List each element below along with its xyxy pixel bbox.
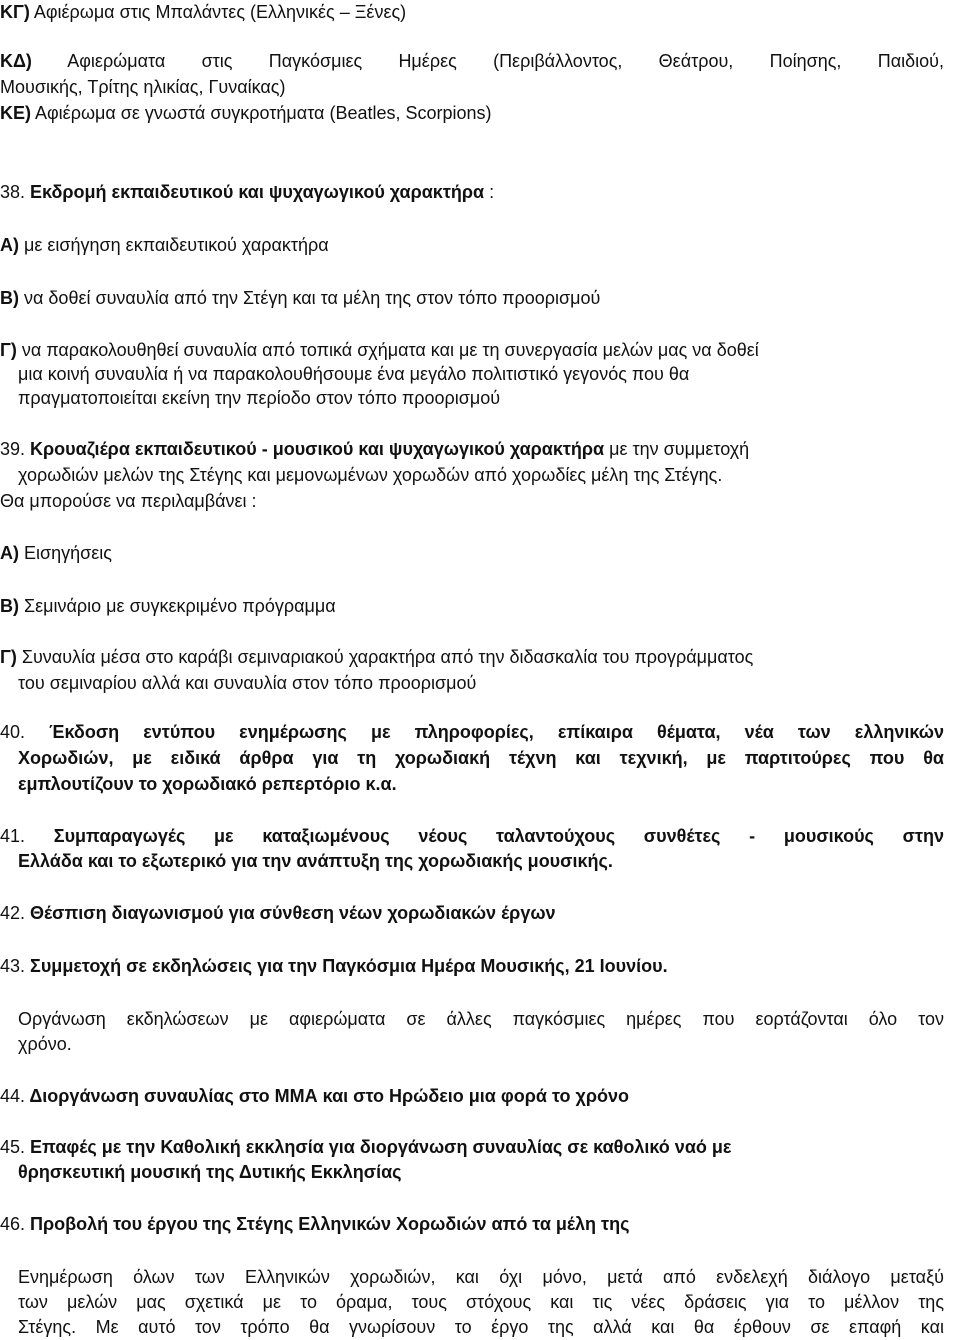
- item-46-paragraph-line3: Στέγης. Με αυτό τον τρόπο θα γνωρίσουν το έργο της αλλά και θα έρθουν σε επαφή και: [18, 1317, 944, 1337]
- item-45-line2: θρησκευτική μουσική της Δυτικής Εκκλησίας: [18, 1162, 402, 1182]
- item-39-c-line2: του σεμιναρίου αλλά και συναυλία στον τόπο προορισμού: [18, 673, 477, 693]
- item-42: [0, 901, 556, 925]
- sub-text: Σεμινάριο με συγκεκριμένο πρόγραμμα: [19, 596, 336, 616]
- item-number: 46.: [0, 1214, 26, 1234]
- item-number: 40.: [0, 722, 26, 742]
- item-38-heading: [0, 180, 494, 204]
- sub-label: Α): [0, 543, 19, 563]
- item-39-line3: Θα μπορούσε να περιλαμβάνει :: [0, 491, 257, 511]
- item-39-b: [0, 594, 336, 618]
- item-38-c-line1: [0, 338, 759, 362]
- item-43: [0, 954, 668, 978]
- item-39-line2: χορωδιών μελών της Στέγης και μεμονωμένων χορωδών από χορωδίες μέλη της Στέγης.: [18, 465, 723, 485]
- item-46-paragraph-line2: των μελών μας σχετικά με το όραμα, τους στόχους και τις νέες δράσεις για το μέλλον της: [18, 1292, 944, 1312]
- item-title: Εκδρομή εκπαιδευτικού και ψυχαγωγικού χαρακτήρα: [25, 182, 485, 202]
- item-38-b: [0, 286, 600, 310]
- item-43-paragraph-line1: Οργάνωση εκδηλώσεων με αφιερώματα σε άλλες παγκόσμιες ημέρες που εορτάζονται όλο τον: [18, 1009, 944, 1029]
- item-41-line1: [0, 824, 944, 848]
- item-kd-line2: Μουσικής, Τρίτης ηλικίας, Γυναίκας): [0, 77, 286, 97]
- item-number: 39.: [0, 439, 26, 459]
- item-text: Επαφές με την Καθολική εκκλησία για διοργάνωση συναυλίας σε καθολικό ναό με: [25, 1137, 732, 1157]
- item-label: ΚΕ): [0, 103, 31, 123]
- sub-label: Β): [0, 596, 19, 616]
- item-text: Προβολή του έργου της Στέγης Ελληνικών Χορωδιών από τα μέλη της: [25, 1214, 630, 1234]
- item-kd-line1: [0, 49, 944, 73]
- item-text: Έκδοση εντύπου ενημέρωσης με πληροφορίες, επίκαιρα θέματα, νέα των ελληνικών: [25, 722, 944, 742]
- item-label: ΚΓ): [0, 2, 30, 22]
- item-text: Αφιερώματα στις Παγκόσμιες Ημέρες (Περιβάλλοντος, Θεάτρου, Ποίησης, Παιδιού,: [31, 51, 944, 71]
- item-text: Θέσπιση διαγωνισμού για σύνθεση νέων χορωδιακών έργων: [25, 903, 556, 923]
- sub-label: Γ): [0, 647, 17, 667]
- sub-text: να δοθεί συναυλία από την Στέγη και τα μέλη της στον τόπο προορισμού: [19, 288, 601, 308]
- item-40-line1: [0, 720, 944, 744]
- item-38-c-line3: πραγματοποιείται εκείνη την περίοδο στον τόπο προορισμού: [18, 388, 501, 408]
- sub-label: Β): [0, 288, 19, 308]
- item-number: 41.: [0, 826, 26, 846]
- item-number: 43.: [0, 956, 26, 976]
- item-text: Διοργάνωση συναυλίας στο ΜΜΑ και στο Ηρώδειο μια φορά το χρόνο: [25, 1086, 629, 1106]
- item-title: Κρουαζιέρα εκπαιδευτικού - μουσικού και ψυχαγωγικού χαρακτήρα: [25, 439, 605, 459]
- item-number: 44.: [0, 1086, 26, 1106]
- item-text: Συμπαραγωγές με καταξιωμένους νέους ταλαντούχους συνθέτες - μουσικούς στην: [25, 826, 944, 846]
- item-45-line1: [0, 1135, 731, 1159]
- item-text: με την συμμετοχή: [604, 439, 750, 459]
- item-43-paragraph-line2: χρόνο.: [18, 1034, 72, 1054]
- item-41-line2: Ελλάδα και το εξωτερικό για την ανάπτυξη της χορωδιακής μουσικής.: [18, 851, 613, 871]
- item-38-a: [0, 233, 329, 257]
- item-46: [0, 1212, 629, 1236]
- sub-text: Συναυλία μέσα στο καράβι σεμιναριακού χαρακτήρα από την διδασκαλία του προγράμματος: [16, 647, 754, 667]
- item-kg: [0, 0, 406, 24]
- item-number: 42.: [0, 903, 26, 923]
- item-39-c-line1: [0, 645, 753, 669]
- item-40-line2: Χορωδιών, με ειδικά άρθρα για τη χορωδιακή τέχνη και τεχνική, με παρτιτούρες που θα: [18, 748, 944, 768]
- item-text: Συμμετοχή σε εκδηλώσεις για την Παγκόσμια Ημέρα Μουσικής, 21 Ιουνίου.: [25, 956, 668, 976]
- sub-text: με εισήγηση εκπαιδευτικού χαρακτήρα: [19, 235, 329, 255]
- item-label: ΚΔ): [0, 51, 32, 71]
- item-39-a: [0, 541, 112, 565]
- item-40-line3: εμπλουτίζουν το χορωδιακό ρεπερτόριο κ.α.: [18, 774, 397, 794]
- item-44: [0, 1084, 629, 1108]
- sub-text: Εισηγήσεις: [19, 543, 112, 563]
- item-number: 38.: [0, 182, 26, 202]
- item-38-c-line2: μια κοινή συναυλία ή να παρακολουθήσουμε ένα μεγάλο πολιτιστικό γεγονός που θα: [18, 364, 690, 384]
- item-ke: [0, 101, 492, 125]
- item-number: 45.: [0, 1137, 26, 1157]
- item-46-paragraph-line1: Ενημέρωση όλων των Ελληνικών χορωδιών, και όχι μόνο, μετά από ενδελεχή διάλογο μεταξύ: [18, 1267, 944, 1287]
- sub-label: Γ): [0, 340, 17, 360]
- sub-text: να παρακολουθηθεί συναυλία από τοπικά σχήματα και με τη συνεργασία μελών μας να δοθεί: [16, 340, 759, 360]
- item-text: Αφιέρωμα στις Μπαλάντες (Ελληνικές – Ξένες): [29, 2, 407, 22]
- item-39-heading: [0, 437, 749, 461]
- item-text: Αφιέρωμα σε γνωστά συγκροτήματα (Beatles, Scorpions): [31, 103, 492, 123]
- sub-label: Α): [0, 235, 19, 255]
- item-colon: :: [484, 182, 495, 202]
